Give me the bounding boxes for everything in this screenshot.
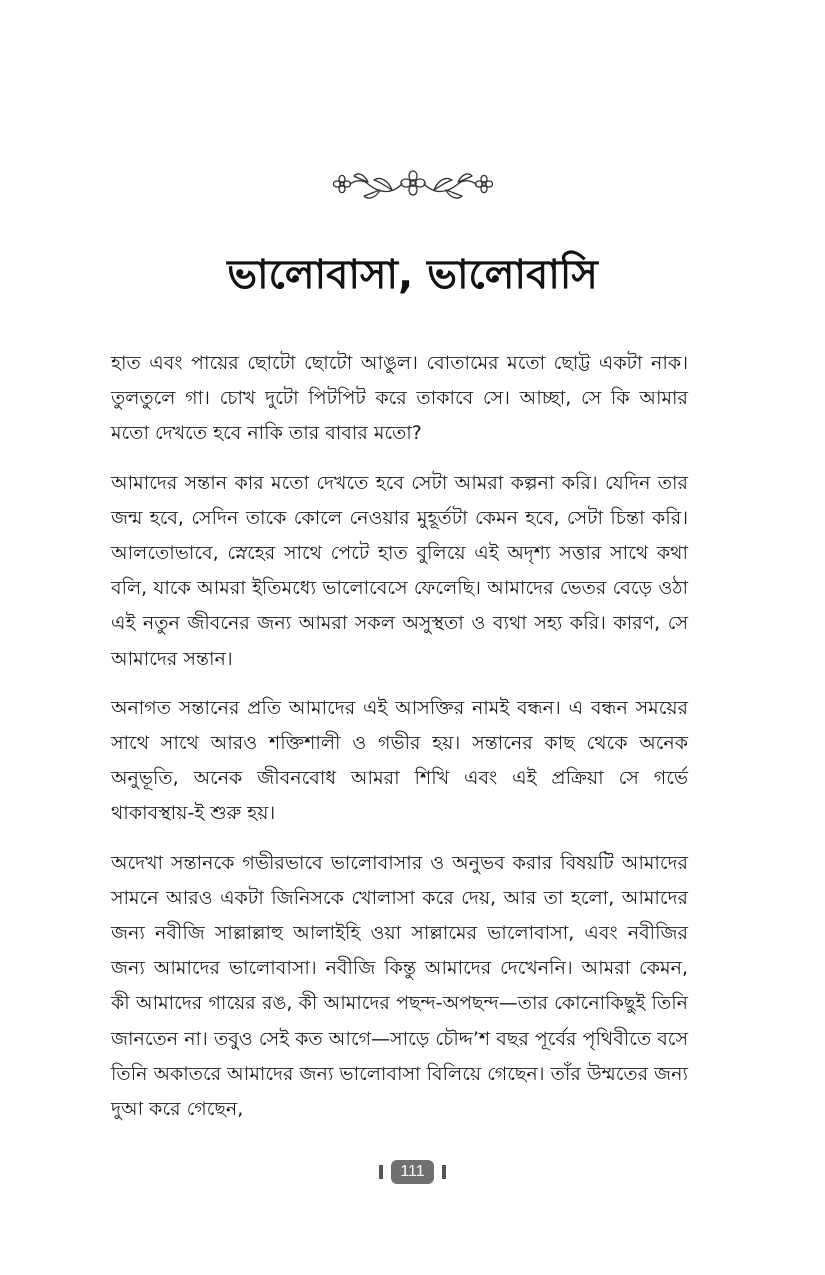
- paragraph-4: অদেখা সন্তানকে গভীরভাবে ভালোবাসার ও অনুভব করার বিষয়টি আমাদের সামনে আরও একটা জিনিসকে খোলাসা করে দেয়, আর তা হলো, আমাদের জন্য নবীজি সাল্লাল্লাহু আলাইহি ওয়া সাল্লামের ভালোবাসা, এবং নবীজির জন্য আমাদের ভালোবাসা। নবীজি কিন্তু আমাদের দেখেননি। আমরা কেমন, কী আমাদের গায়ের রঙ, কী আমাদের পছন্দ-অপছন্দ—তার কোনোকিছুই তিনি জানতেন না। তবুও সেই কত আগে—সাড়ে চৌদ্দ’শ বছর পূর্বের পৃথিবীতে বসে তিনি অকাতরে আমাদের জন্য ভালোবাসা বিলিয়ে গেছেন। তাঁর উম্মতের জন্য দুআ করে গেছেন,: [111, 851, 688, 1121]
- folio-left-bar: [379, 1165, 383, 1179]
- page-footer: [0, 1160, 825, 1184]
- paragraph-1: হাত এবং পায়ের ছোটো ছোটো আঙুল। বোতামের মতো ছোট্ট একটা নাক। তুলতুলে গা। চোখ দুটো পিটপিট করে তাকাবে সে। আচ্ছা, সে কি আমার মতো দেখতে হবে নাকি তার বাবার মতো?: [111, 352, 688, 445]
- folio-right-bar: [442, 1165, 446, 1179]
- chapter-title: ভালোবাসা, ভালোবাসি: [227, 252, 598, 298]
- paragraph-3: অনাগত সন্তানের প্রতি আমাদের এই আসক্তির নামই বন্ধন। এ বন্ধন সময়ের সাথে সাথে আরও শক্তিশালী ও গভীর হয়। সন্তানের কাছ থেকে অনেক অনুভূতি, অনেক জীবনবোধ আমরা শিখি এবং এই প্রক্রিয়া সে গর্ভে থাকাবস্থায়-ই শুরু হয়।: [111, 696, 688, 825]
- floral-divider-icon: [322, 160, 504, 206]
- chapter-body: [111, 346, 688, 1141]
- paragraph-2: আমাদের সন্তান কার মতো দেখতে হবে সেটা আমরা কল্পনা করি। যেদিন তার জন্ম হবে, সেদিন তাকে কোলে নেওয়ার মুহূর্তটা কেমন হবে, সেটা চিন্তা করি। আলতোভাবে, স্নেহের সাথে পেটে হাত বুলিয়ে এই অদৃশ্য সত্তার সাথে কথা বলি, যাকে আমরা ইতিমধ্যে ভালোবেসে ফেলেছি। আমাদের ভেতর বেড়ে ওঠা এই নতুন জীবনের জন্য আমরা সকল অসুস্থতা ও ব্যথা সহ্য করি। কারণ, সে আমাদের সন্তান।: [111, 471, 688, 670]
- page-number: 111: [391, 1160, 433, 1184]
